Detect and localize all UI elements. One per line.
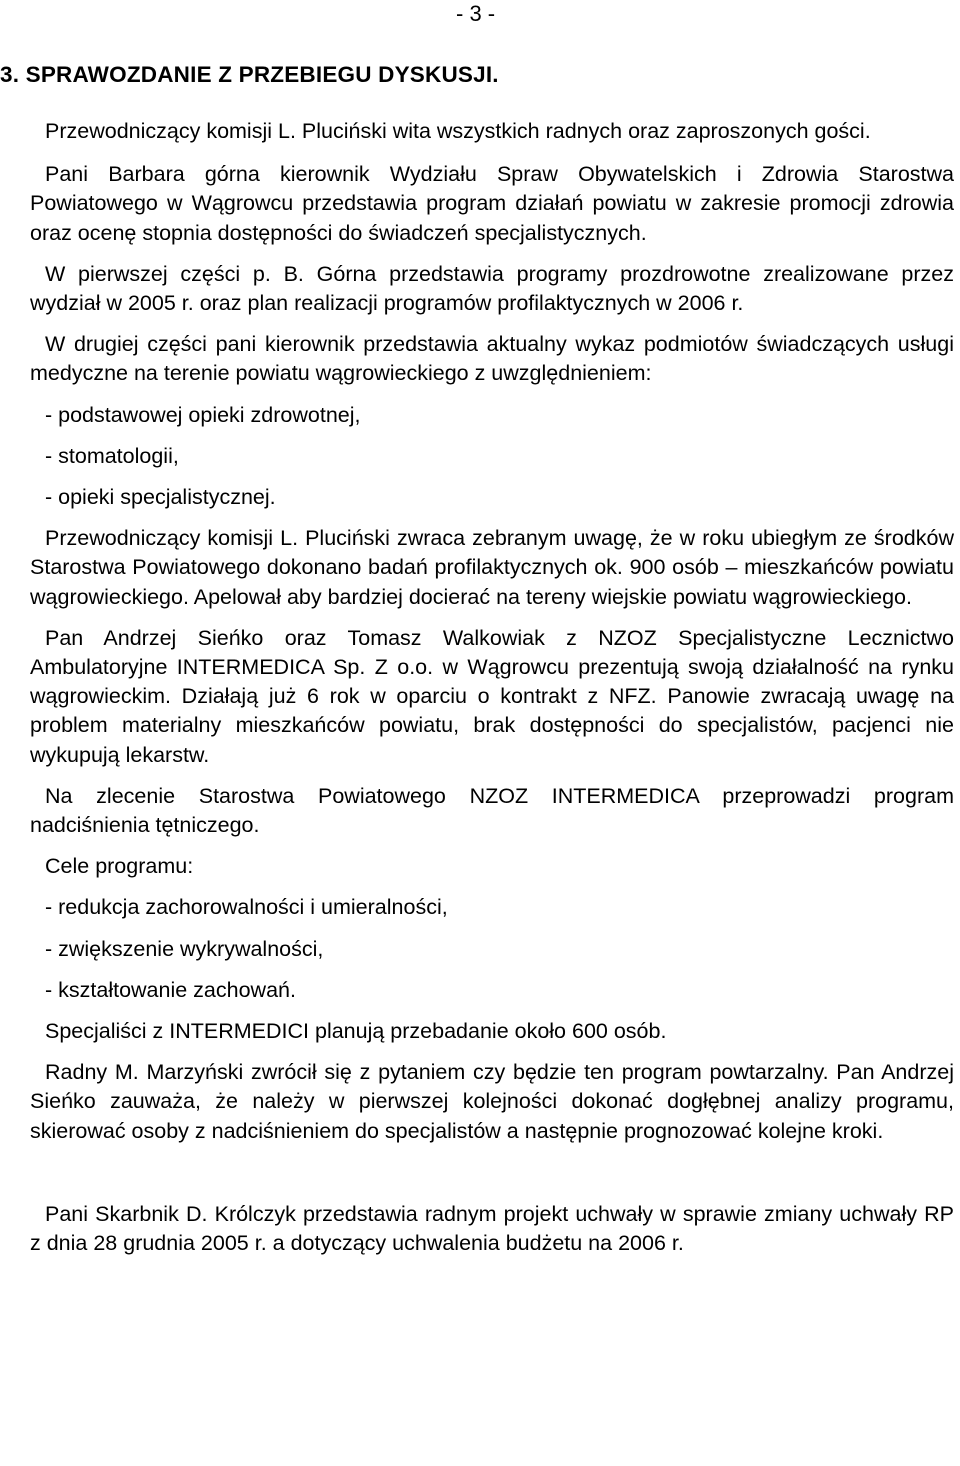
list-item: - kształtowanie zachowań. [45, 977, 296, 1002]
page-number: - 3 - [456, 1, 496, 26]
list-item: - redukcja zachorowalności i umieralności, [45, 895, 448, 920]
paragraph-councillor-question: Radny M. Marzyński zwrócił się z pytaniem czy będzie ten program powtarzalny. Pan Andrzej Sieńko zauważa, że należy w pierwszej kolejności dokonać dogłębnej analizy programu, skierować osoby z nadciśnieniem do specjalistów a następnie prognozować kolejne kroki. [30, 1060, 954, 1143]
list-item: - zwiększenie wykrywalności, [45, 936, 324, 961]
paragraph-specialists-plan: Specjaliści z INTERMEDICI planują przebadanie około 600 osób. [45, 1019, 667, 1044]
paragraph-program-presentation: Pani Barbara górna kierownik Wydziału Spraw Obywatelskich i Zdrowia Starostwa Powiatowego w Wągrowcu przedstawia program działań powiatu w zakresie promocji zdrowia oraz ocenę stopnia dostępności do świadczeń specjalistycznych. [30, 162, 954, 245]
section-heading: 3. SPRAWOZDANIE Z PRZEBIEGU DYSKUSJI. [0, 62, 499, 87]
list-item: - opieki specjalistycznej. [45, 485, 276, 510]
paragraph-second-part: W drugiej części pani kierownik przedstawia aktualny wykaz podmiotów świadczących usługi medyczne na terenie powiatu wągrowieckiego z uwzględnieniem: [30, 332, 954, 386]
paragraph-chairman-remark: Przewodniczący komisji L. Pluciński zwraca zebranym uwagę, że w roku ubiegłym ze środków Starostwa Powiatowego dokonano badań profilaktycznych ok. 900 osób – mieszkańców powiatu wągrowieckiego. Apelował aby bardziej docierać na tereny wiejskie powiatu wągrowieckiego. [30, 526, 954, 609]
list-item: - stomatologii, [45, 443, 179, 468]
document-body [30, 117, 954, 1258]
list-item: - podstawowej opieki zdrowotnej, [45, 402, 361, 427]
paragraph-treasurer-resolution: Pani Skarbnik D. Królczyk przedstawia radnym projekt uchwały w sprawie zmiany uchwały RP z dnia 28 grudnia 2005 r. a dotyczący uchwalenia budżetu na 2006 r. [30, 1201, 954, 1256]
paragraph-hypertension-program: Na zlecenie Starostwa Powiatowego NZOZ INTERMEDICA przeprowadzi program nadciśnienia tętniczego. [30, 783, 954, 838]
paragraph-program-goals: Cele programu: [45, 854, 194, 879]
paragraph-intermedica-presentation: Pan Andrzej Sieńko oraz Tomasz Walkowiak z NZOZ Specjalistyczne Lecznictwo Ambulatoryjne INTERMEDICA Sp. Z o.o. w Wągrowcu prezentują swoją działalność na rynku wągrowieckim. Działają już 6 rok w oparciu o kontrakt z NFZ. Panowie zwracają uwagę na problem materialny mieszkańców powiatu, brak dostępności do specjalistów, pacjenci nie wykupują lekarstw. [30, 625, 954, 767]
paragraph-welcome: Przewodniczący komisji L. Pluciński wita wszystkich radnych oraz zaproszonych gości. [45, 119, 871, 143]
paragraph-first-part: W pierwszej części p. B. Górna przedstawia programy prozdrowotne zrealizowane przez wydział w 2005 r. oraz plan realizacji programów profilaktycznych w 2006 r. [30, 261, 954, 316]
